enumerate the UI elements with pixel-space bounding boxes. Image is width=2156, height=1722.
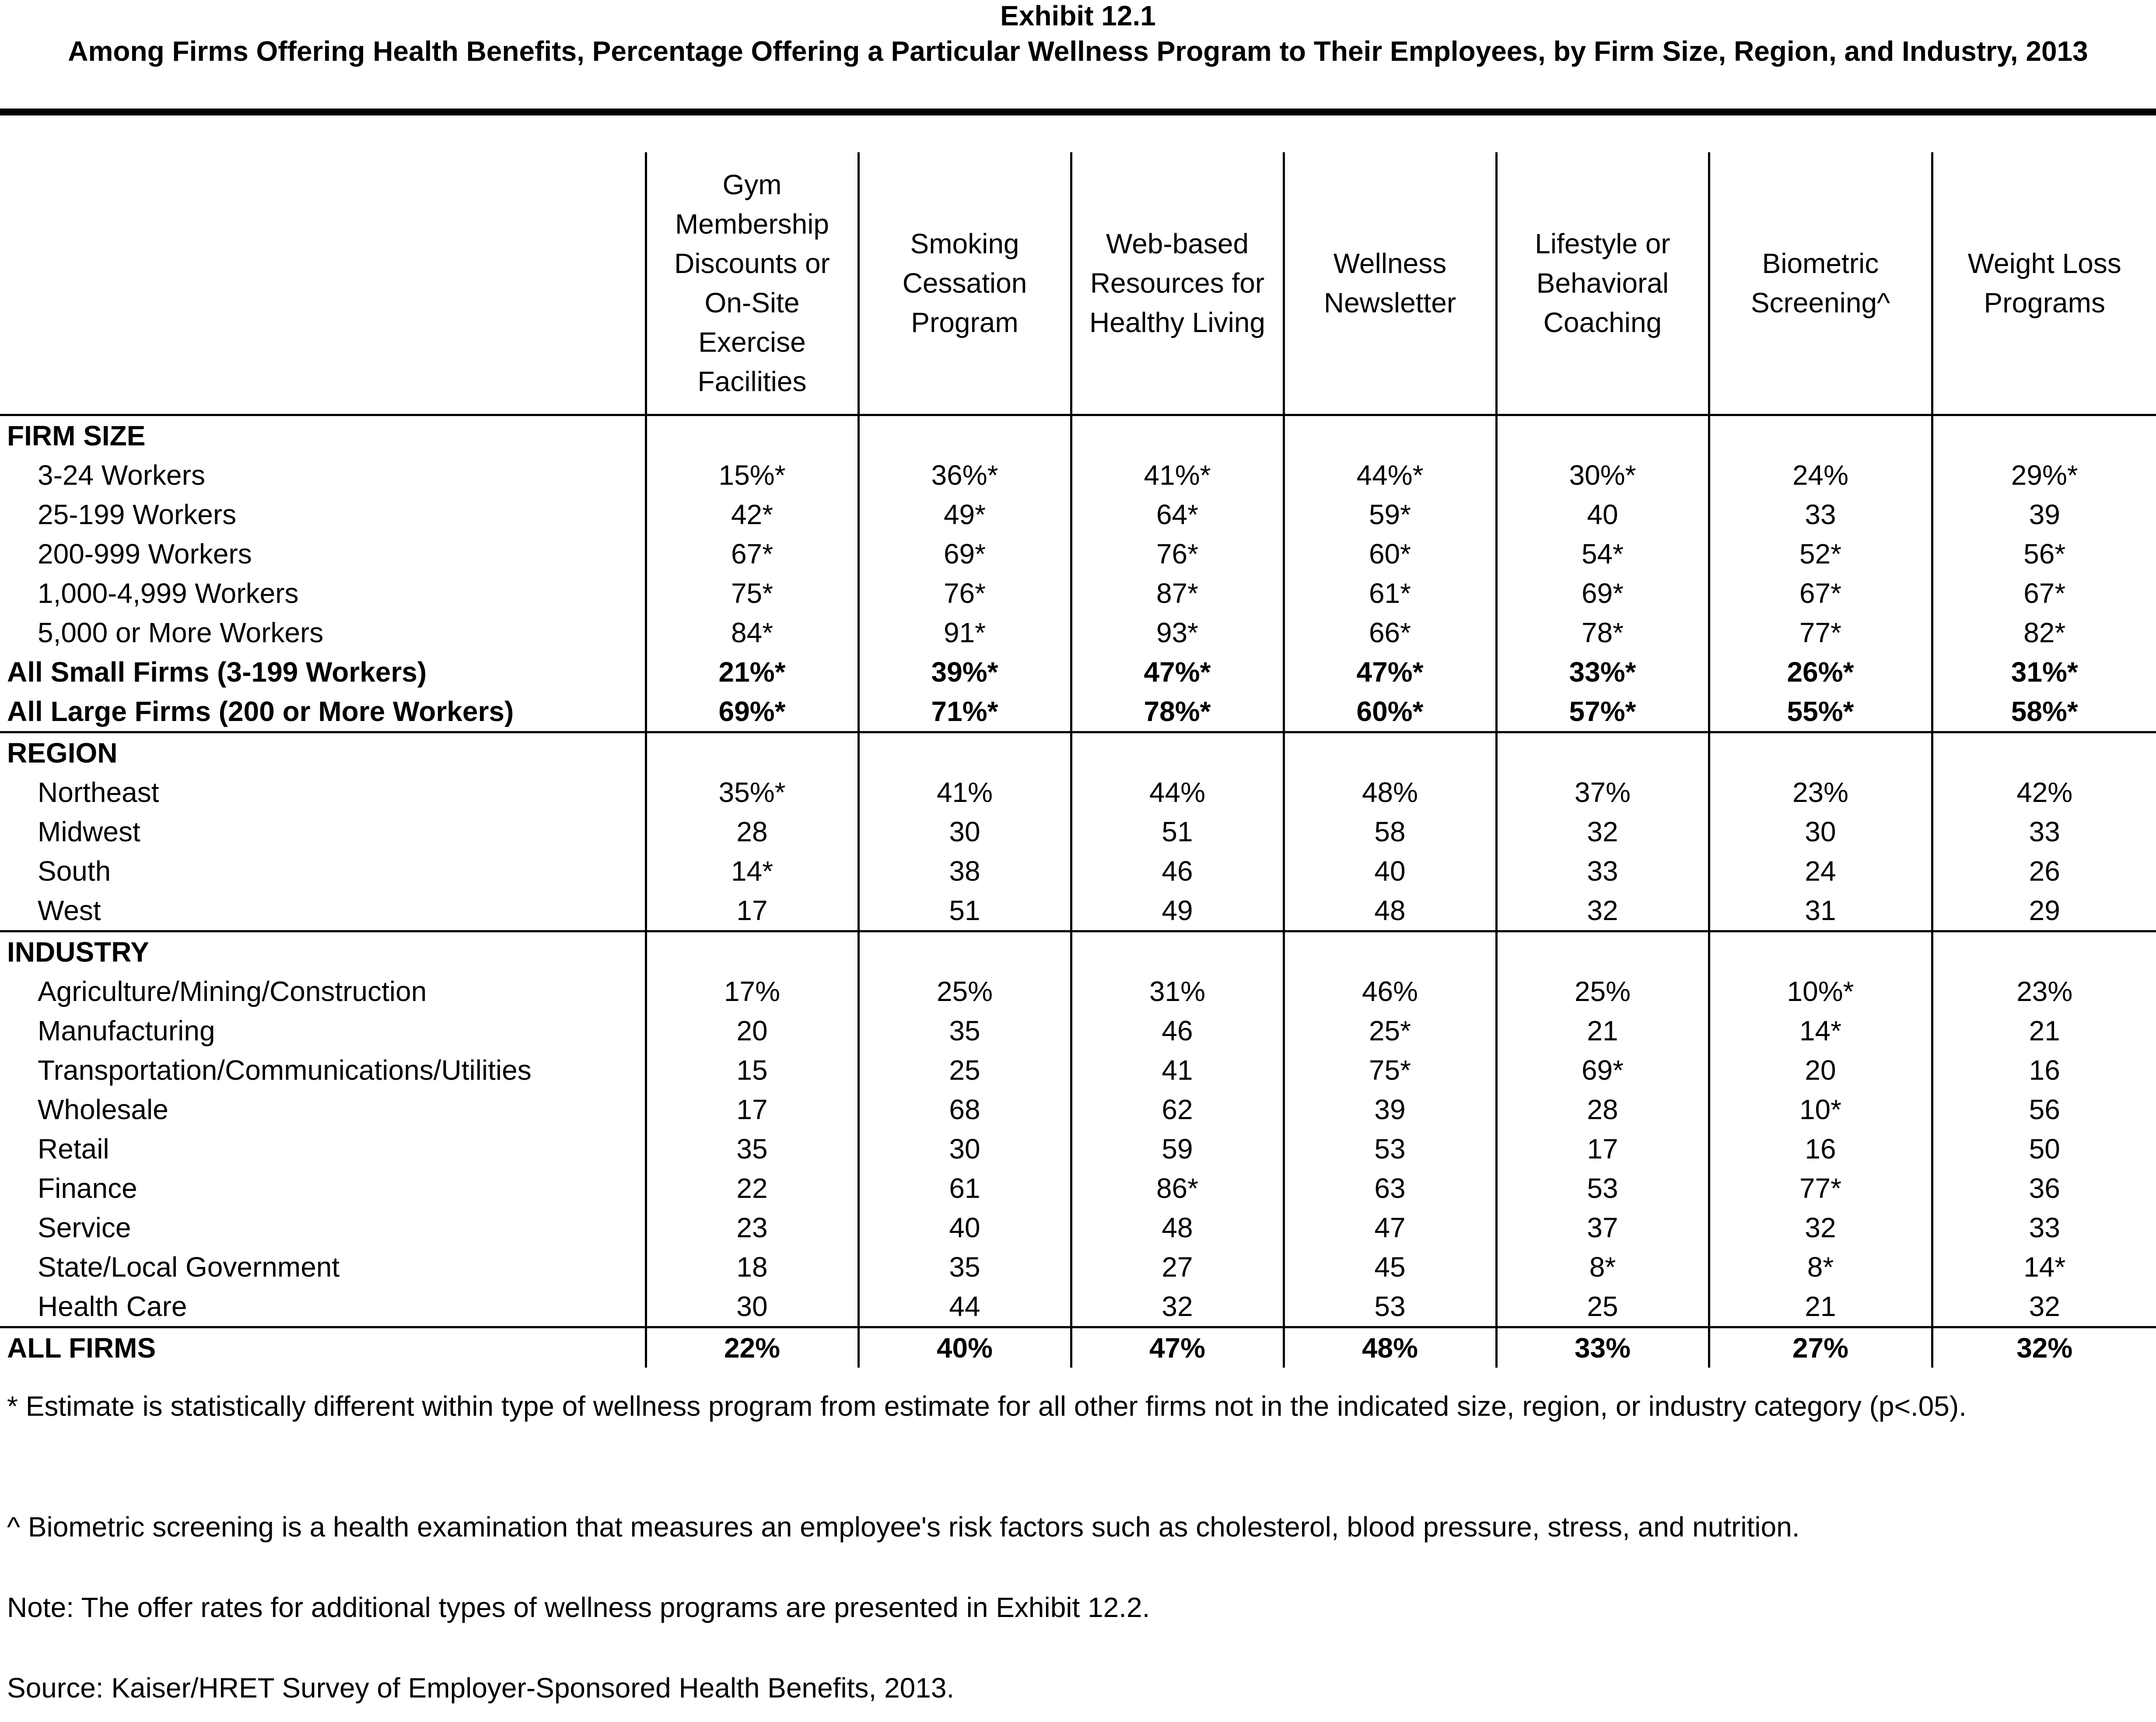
exhibit-label: Exhibit 12.1 [1000,0,1156,32]
table-row [0,851,2156,891]
table-row [0,652,2156,692]
value-cell: 36 [1932,1169,2156,1208]
value-cell: 21 [1932,1011,2156,1050]
value-cell: 37 [1496,1208,1709,1247]
value-cell: 16 [1709,1129,1932,1169]
table-row [0,495,2156,534]
value-cell: 62 [1071,1090,1284,1129]
table-row [0,534,2156,574]
value-cell: 46% [1284,972,1496,1011]
value-cell: 40 [858,1208,1071,1247]
value-cell: 29%* [1932,455,2156,495]
row-label: 5,000 or More Workers [38,617,324,648]
value-cell: 32 [1496,891,1709,931]
value-cell: 75* [1284,1050,1496,1090]
empty-cell [1496,931,1709,972]
value-cell: 20 [646,1011,858,1050]
value-cell: 25* [1284,1011,1496,1050]
row-label: Manufacturing [38,1015,215,1046]
value-cell: 46 [1071,1011,1284,1050]
value-cell: 84* [646,613,858,652]
value-cell: 41 [1071,1050,1284,1090]
value-cell: 31%* [1932,652,2156,692]
value-cell: 33 [1496,851,1709,891]
table-row [0,812,2156,851]
value-cell: 87* [1071,574,1284,613]
value-cell: 30 [858,1129,1071,1169]
value-cell: 41%* [1071,455,1284,495]
value-cell: 53 [1284,1287,1496,1327]
value-cell: 30 [646,1287,858,1327]
section-heading: INDUSTRY [0,931,646,972]
value-cell: 23 [646,1208,858,1247]
value-cell: 42* [646,495,858,534]
value-cell: 27 [1071,1247,1284,1287]
value-cell: 52* [1709,534,1932,574]
empty-cell [646,415,858,456]
value-cell: 50 [1932,1129,2156,1169]
table-row [0,1050,2156,1090]
value-cell: 20 [1709,1050,1932,1090]
value-cell: 47%* [1071,652,1284,692]
value-cell: 78%* [1071,692,1284,732]
value-cell: 25 [1496,1287,1709,1327]
value-cell: 39 [1932,495,2156,534]
empty-cell [1071,415,1284,456]
empty-cell [858,415,1071,456]
table-row [0,972,2156,1011]
value-cell: 17 [646,891,858,931]
value-cell: 32% [1932,1327,2156,1368]
value-cell: 53 [1284,1129,1496,1169]
value-cell: 69* [858,534,1071,574]
table-row [0,613,2156,652]
value-cell: 59* [1284,495,1496,534]
section-heading-row [0,415,2156,456]
value-cell: 15 [646,1050,858,1090]
source-note: Source: Kaiser/HRET Survey of Employer-Sponsored Health Benefits, 2013. [7,1672,955,1704]
column-header: Wellness Newsletter [1284,152,1496,415]
value-cell: 60%* [1284,692,1496,732]
value-cell: 38 [858,851,1071,891]
empty-cell [1284,931,1496,972]
empty-cell [858,732,1071,773]
value-cell: 39%* [858,652,1071,692]
value-cell: 51 [1071,812,1284,851]
value-cell: 93* [1071,613,1284,652]
value-cell: 32 [1071,1287,1284,1327]
table-row [0,1169,2156,1208]
value-cell: 28 [646,812,858,851]
table-row [0,455,2156,495]
empty-cell [1284,732,1496,773]
section-heading: FIRM SIZE [7,420,146,452]
value-cell: 10* [1709,1090,1932,1129]
row-label: Finance [38,1172,137,1204]
value-cell: 37% [1496,773,1709,812]
value-cell: 49 [1071,891,1284,931]
section-heading-row [0,732,2156,773]
value-cell: 49* [858,495,1071,534]
value-cell: 23% [1932,972,2156,1011]
row-label: Midwest [38,816,140,847]
value-cell: 32 [1932,1287,2156,1327]
value-cell: 17 [646,1090,858,1129]
value-cell: 25 [858,1050,1071,1090]
table-row [0,1287,2156,1327]
empty-cell [1709,415,1932,456]
value-cell: 48% [1284,1327,1496,1368]
value-cell: 58 [1284,812,1496,851]
value-cell: 25% [858,972,1071,1011]
row-label: Service [38,1212,131,1243]
value-cell: 32 [1496,812,1709,851]
empty-cell [1496,415,1709,456]
empty-cell [646,931,858,972]
row-label: Northeast [38,777,159,808]
value-cell: 23% [1709,773,1932,812]
value-cell: 26 [1932,851,2156,891]
empty-cell [1071,931,1284,972]
column-header: Weight Loss Programs [1932,152,2156,415]
value-cell: 40 [1284,851,1496,891]
row-label: Retail [38,1133,109,1165]
value-cell: 33 [1932,1208,2156,1247]
value-cell: 58%* [1932,692,2156,732]
value-cell: 44%* [1284,455,1496,495]
table-row [0,1247,2156,1287]
value-cell: 57%* [1496,692,1709,732]
value-cell: 40 [1496,495,1709,534]
column-header: Lifestyle or Behavioral Coaching [1496,152,1709,415]
additional-note: Note: The offer rates for additional types of wellness programs are presented in Exhibit 12.2. [7,1592,1150,1623]
value-cell: 61* [1284,574,1496,613]
table-row [0,574,2156,613]
value-cell: 30%* [1496,455,1709,495]
value-cell: 71%* [858,692,1071,732]
value-cell: 56* [1932,534,2156,574]
value-cell: 61 [858,1169,1071,1208]
row-label: 1,000-4,999 Workers [38,578,299,609]
value-cell: 67* [646,534,858,574]
value-cell: 69* [1496,574,1709,613]
table-row [0,891,2156,931]
empty-cell [646,732,858,773]
value-cell: 17 [1496,1129,1709,1169]
value-cell: 35 [646,1129,858,1169]
value-cell: 16 [1932,1050,2156,1090]
table-row [0,1208,2156,1247]
empty-cell [1071,732,1284,773]
value-cell: 78* [1496,613,1709,652]
value-cell: 82* [1932,613,2156,652]
value-cell: 33 [1932,812,2156,851]
column-header: Smoking Cessation Program [858,152,1071,415]
value-cell: 69%* [646,692,858,732]
value-cell: 48% [1284,773,1496,812]
column-header: Web-based Resources for Healthy Living [1071,152,1284,415]
row-label: All Large Firms (200 or More Workers) [7,696,514,727]
value-cell: 21 [1709,1287,1932,1327]
table-row [0,1090,2156,1129]
value-cell: 46 [1071,851,1284,891]
value-cell: 26%* [1709,652,1932,692]
value-cell: 33 [1709,495,1932,534]
row-label: 200-999 Workers [38,538,252,570]
empty-cell [1932,415,2156,456]
wellness-program-table [0,152,2156,1368]
row-label: State/Local Government [38,1251,340,1283]
value-cell: 59 [1071,1129,1284,1169]
row-label: Agriculture/Mining/Construction [38,976,427,1007]
row-label: Transportation/Communications/Utilities [38,1054,532,1086]
column-header: Biometric Screening^ [1709,152,1932,415]
value-cell: 66* [1284,613,1496,652]
value-cell: 64* [1071,495,1284,534]
empty-cell [858,931,1071,972]
value-cell: 56 [1932,1090,2156,1129]
value-cell: 44% [1071,773,1284,812]
table-row [0,1011,2156,1050]
section-heading-row [0,931,2156,972]
column-header-row [0,152,2156,415]
value-cell: 30 [858,812,1071,851]
value-cell: 15%* [646,455,858,495]
section-heading: REGION [0,732,646,773]
exhibit-title: Among Firms Offering Health Benefits, Percentage Offering a Particular Wellness Program to Their Employees, by Firm Size, Region, and Industry, 2013 [68,35,2088,67]
value-cell: 24 [1709,851,1932,891]
value-cell: 75* [646,574,858,613]
value-cell: 28 [1496,1090,1709,1129]
value-cell: 14* [1932,1247,2156,1287]
value-cell: 60* [1284,534,1496,574]
value-cell: 10%* [1709,972,1932,1011]
value-cell: 14* [1709,1011,1932,1050]
value-cell: 91* [858,613,1071,652]
value-cell: 14* [646,851,858,891]
value-cell: 18 [646,1247,858,1287]
column-header: Gym Membership Discounts or On-Site Exercise Facilities [646,152,858,415]
value-cell: 51 [858,891,1071,931]
biometric-footnote: ^ Biometric screening is a health examination that measures an employee's risk factors such as cholesterol, blood pressure, stress, and nutrition. [7,1511,1800,1543]
table-body [0,415,2156,1368]
value-cell: 36%* [858,455,1071,495]
value-cell: 68 [858,1090,1071,1129]
value-cell: 8* [1496,1247,1709,1287]
table-row [0,692,2156,732]
value-cell: 30 [1709,812,1932,851]
value-cell: 48 [1071,1208,1284,1247]
value-cell: 27% [1709,1327,1932,1368]
value-cell: 33%* [1496,652,1709,692]
value-cell: 47 [1284,1208,1496,1247]
value-cell: 48 [1284,891,1496,931]
row-label: ALL FIRMS [0,1327,646,1368]
empty-cell [1932,931,2156,972]
row-label: Wholesale [38,1094,168,1125]
value-cell: 47% [1071,1327,1284,1368]
value-cell: 67* [1709,574,1932,613]
empty-cell [1709,732,1932,773]
row-label: West [38,895,101,926]
row-label: All Small Firms (3-199 Workers) [7,656,427,688]
title-rule [0,108,2156,116]
value-cell: 77* [1709,613,1932,652]
value-cell: 76* [858,574,1071,613]
value-cell: 24% [1709,455,1932,495]
value-cell: 45 [1284,1247,1496,1287]
value-cell: 35%* [646,773,858,812]
value-cell: 77* [1709,1169,1932,1208]
value-cell: 44 [858,1287,1071,1327]
value-cell: 67* [1932,574,2156,613]
significance-footnote: * Estimate is statistically different within type of wellness program from estimate for all other firms not in the indicated size, region, or industry category (p<.05). [7,1390,1967,1422]
value-cell: 41% [858,773,1071,812]
value-cell: 8* [1709,1247,1932,1287]
corner-cell [0,152,646,415]
value-cell: 86* [1071,1169,1284,1208]
row-label: 3-24 Workers [38,459,205,491]
row-label: 25-199 Workers [38,499,237,530]
value-cell: 29 [1932,891,2156,931]
value-cell: 39 [1284,1090,1496,1129]
value-cell: 76* [1071,534,1284,574]
value-cell: 55%* [1709,692,1932,732]
value-cell: 32 [1709,1208,1932,1247]
empty-cell [1496,732,1709,773]
empty-cell [1709,931,1932,972]
value-cell: 17% [646,972,858,1011]
empty-cell [1932,732,2156,773]
row-label: Health Care [38,1291,187,1322]
value-cell: 22 [646,1169,858,1208]
value-cell: 22% [646,1327,858,1368]
row-label: South [38,855,111,887]
value-cell: 35 [858,1011,1071,1050]
value-cell: 31 [1709,891,1932,931]
value-cell: 54* [1496,534,1709,574]
value-cell: 42% [1932,773,2156,812]
table-row [0,1129,2156,1169]
value-cell: 21 [1496,1011,1709,1050]
value-cell: 53 [1496,1169,1709,1208]
value-cell: 21%* [646,652,858,692]
table-row [0,773,2156,812]
value-cell: 40% [858,1327,1071,1368]
value-cell: 35 [858,1247,1071,1287]
value-cell: 63 [1284,1169,1496,1208]
value-cell: 25% [1496,972,1709,1011]
value-cell: 31% [1071,972,1284,1011]
empty-cell [1284,415,1496,456]
value-cell: 47%* [1284,652,1496,692]
value-cell: 69* [1496,1050,1709,1090]
value-cell: 33% [1496,1327,1709,1368]
table-row [0,1327,2156,1368]
